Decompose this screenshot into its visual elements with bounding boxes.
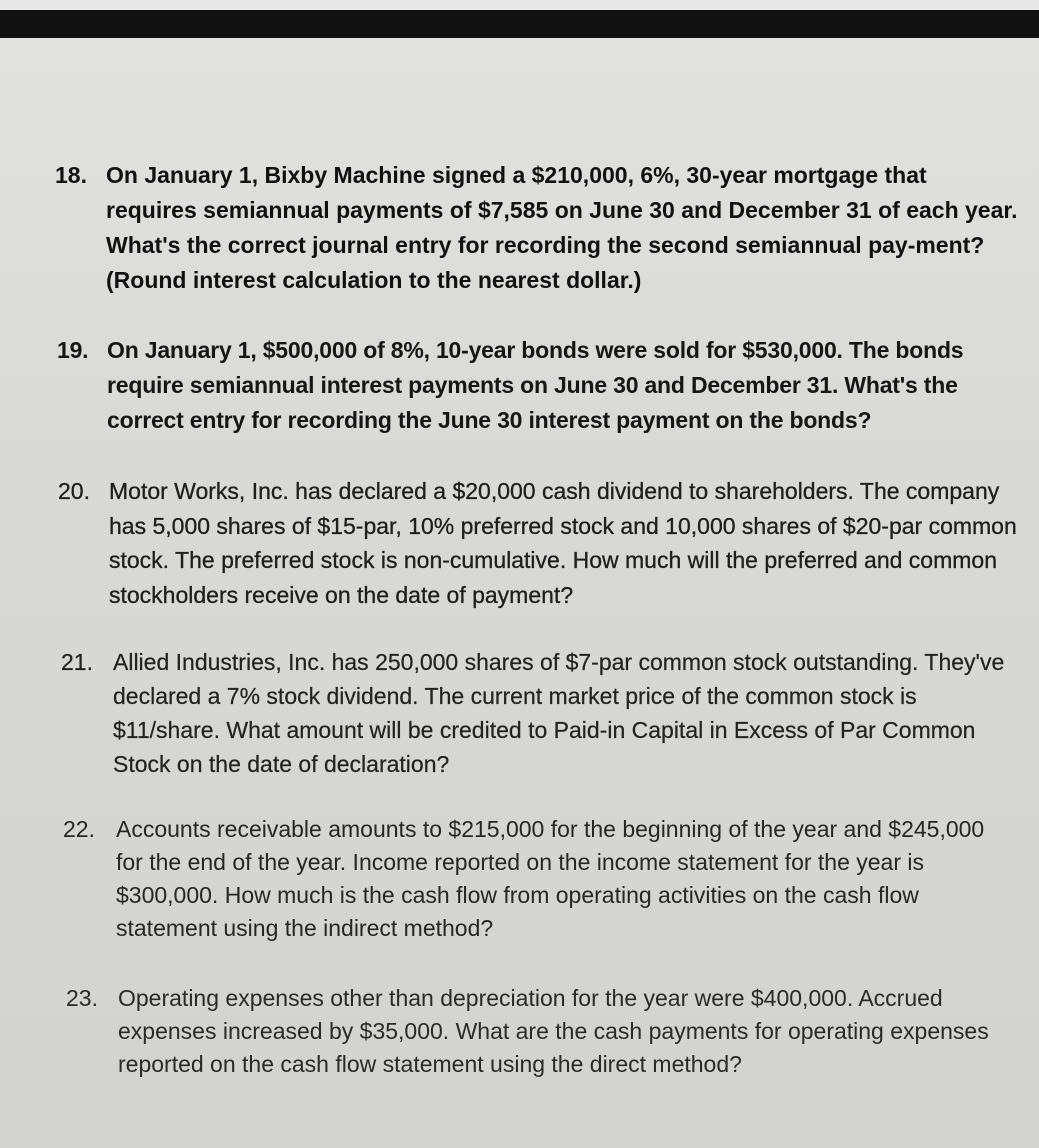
question-text: Operating expenses other than depreciation for the year were $400,000. Accrued expenses increased by $35,000. What are the cash payments for operating expenses reported on the cash flow statement using the direct method? [118,985,989,1077]
question-text: On January 1, Bixby Machine signed a $210,000, 6%, 30-year mortgage that requires semiannual payments of $7,585 on June 30 and December 31 of each year. What's the correct journal entry for recording the second semiannual pay-ment? (Round interest calculation to the nearest dollar.) [106,162,1018,293]
question-text: Allied Industries, Inc. has 250,000 shares of $7-par common stock outstanding. They've declared a 7% stock dividend. The current market price of the common stock is $11/share. What amount will be credited to Paid-in Capital in Excess of Par Common Stock on the date of declaration? [113,649,1005,777]
question-number: 18. [55,162,87,188]
question-number: 23. [66,985,98,1011]
question-text: Motor Works, Inc. has declared a $20,000 cash dividend to shareholders. The company has 5,000 shares of $15-par, 10% preferred stock and 10,000 shares of $20-par common stock. The preferred stock is non-cumulative. How much will the preferred and common stockholders receive on the date of payment? [109,478,1017,608]
question-number: 22. [63,816,95,842]
question-18 [55,158,1020,298]
question-text: Accounts receivable amounts to $215,000 for the beginning of the year and $245,000 for the end of the year. Income reported on the income statement for the year is $300,000. How much is the cash flow from operating activities on the cash flow statement using the indirect method? [116,816,985,941]
question-21 [61,645,1011,781]
question-22 [63,813,1008,945]
question-23 [66,982,1016,1081]
question-number: 19. [57,337,89,363]
question-text: On January 1, $500,000 of 8%, 10-year bonds were sold for $530,000. The bonds require semiannual interest payments on June 30 and December 31. What's the correct entry for recording the June 30 interest payment on the bonds? [107,337,964,433]
question-19 [57,333,1037,438]
question-number: 21. [61,649,93,675]
question-20 [58,474,1028,612]
question-number: 20. [58,478,90,504]
